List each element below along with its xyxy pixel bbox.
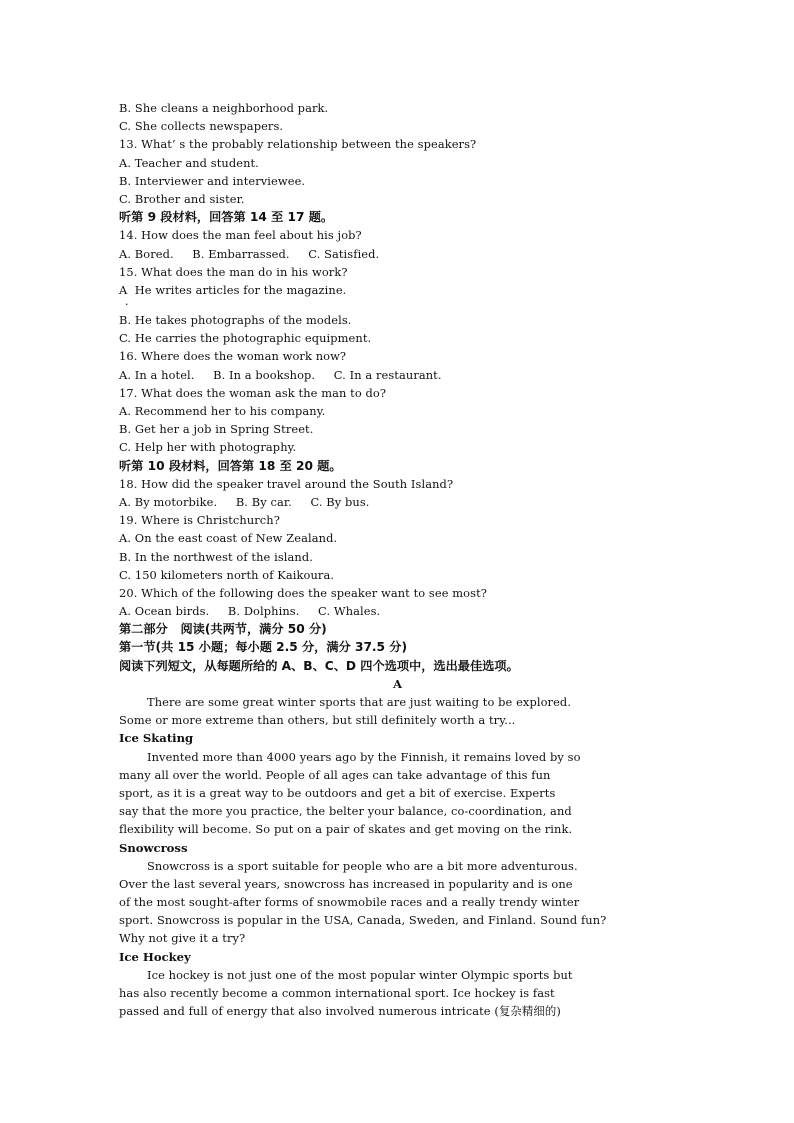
answer-option: B. Interviewer and interviewee.: [119, 173, 306, 188]
answer-option: A. Recommend her to his company.: [119, 404, 326, 418]
page-content: [119, 99, 679, 1020]
answer-option: A. On the east coast of New Zealand.: [119, 531, 338, 546]
passage-label: A: [393, 676, 402, 691]
section-10-heading: 听第 10 段材料，回答第 18 至 20 题。: [119, 458, 342, 473]
intro-line: Some or more extreme than others, but still definitely worth a try...: [119, 713, 516, 728]
stray-dot: ·: [125, 298, 129, 312]
answer-option: B. He takes photographs of the models.: [119, 313, 352, 328]
answer-options-row: A. Ocean birds. B. Dolphins. C. Whales.: [119, 604, 381, 619]
answer-options-row: A. In a hotel. B. In a bookshop. C. In a restaurant.: [119, 367, 442, 382]
question-19: 19. Where is Christchurch?: [119, 513, 280, 528]
paragraph-line: Invented more than 4000 years ago by the Finnish, it remains loved by so: [147, 749, 581, 764]
question-20: 20. Which of the following does the speaker want to see most?: [119, 585, 487, 600]
paragraph-line: Why not give it a try?: [119, 931, 246, 946]
answer-option: A. Teacher and student.: [119, 155, 259, 170]
snowcross-title: Snowcross: [119, 840, 188, 855]
paragraph-line: Snowcross is a sport suitable for people who are a bit more adventurous.: [147, 858, 578, 873]
paragraph-line: passed and full of energy that also involved numerous intricate (复杂精细的): [119, 1004, 561, 1019]
intro-line: There are some great winter sports that are just waiting to be explored.: [147, 695, 572, 709]
paragraph-line: say that the more you practice, the belter your balance, co-coordination, and: [119, 804, 572, 819]
question-17: 17. What does the woman ask the man to do?: [119, 385, 387, 400]
answer-option: B. In the northwest of the island.: [119, 549, 313, 564]
part-2-heading: 第二部分 阅读(共两节，满分 50 分): [119, 622, 327, 637]
section-9-heading: 听第 9 段材料，回答第 14 至 17 题。: [119, 210, 334, 225]
paragraph-line: has also recently become a common international sport. Ice hockey is fast: [119, 986, 555, 1000]
question-13: 13. What’ s the probably relationship between the speakers?: [119, 137, 477, 152]
ice-hockey-title: Ice Hockey: [119, 949, 191, 964]
answer-option: C. Brother and sister.: [119, 191, 245, 206]
answer-option: B. Get her a job in Spring Street.: [119, 422, 314, 437]
answer-option: C. Help her with photography.: [119, 440, 297, 455]
paragraph-line: Over the last several years, snowcross has increased in popularity and is one: [119, 876, 573, 891]
answer-option: C. She collects newspapers.: [119, 119, 284, 134]
answer-options-row: A. Bored. B. Embarrassed. C. Satisfied.: [119, 246, 380, 261]
answer-options-row: A. By motorbike. B. By car. C. By bus.: [119, 494, 370, 509]
answer-option: C. He carries the photographic equipment.: [119, 331, 372, 346]
answer-option: B. She cleans a neighborhood park.: [119, 101, 329, 115]
question-15: 15. What does the man do in his work?: [119, 264, 348, 279]
answer-option: A He writes articles for the magazine.: [119, 282, 347, 297]
ice-skating-title: Ice Skating: [119, 731, 194, 746]
question-14: 14. How does the man feel about his job?: [119, 228, 362, 243]
answer-option: C. 150 kilometers north of Kaikoura.: [119, 567, 335, 582]
reading-instructions: 阅读下列短文，从每题所给的 A、B、C、D 四个选项中，选出最佳选项。: [119, 658, 519, 673]
paragraph-line: Ice hockey is not just one of the most popular winter Olympic sports but: [147, 967, 573, 982]
paragraph-line: many all over the world. People of all ages can take advantage of this fun: [119, 767, 551, 782]
question-18: 18. How did the speaker travel around the South Island?: [119, 476, 454, 491]
question-16: 16. Where does the woman work now?: [119, 349, 347, 364]
paragraph-line: sport. Snowcross is popular in the USA, Canada, Sweden, and Finland. Sound fun?: [119, 913, 607, 928]
paragraph-line: flexibility will become. So put on a pair of skates and get moving on the rink.: [119, 822, 573, 837]
section-1-heading: 第一节(共 15 小题；每小题 2.5 分，满分 37.5 分): [119, 640, 408, 655]
paragraph-line: of the most sought-after forms of snowmobile races and a really trendy winter: [119, 895, 580, 910]
paragraph-line: sport, as it is a great way to be outdoors and get a bit of exercise. Experts: [119, 785, 556, 800]
